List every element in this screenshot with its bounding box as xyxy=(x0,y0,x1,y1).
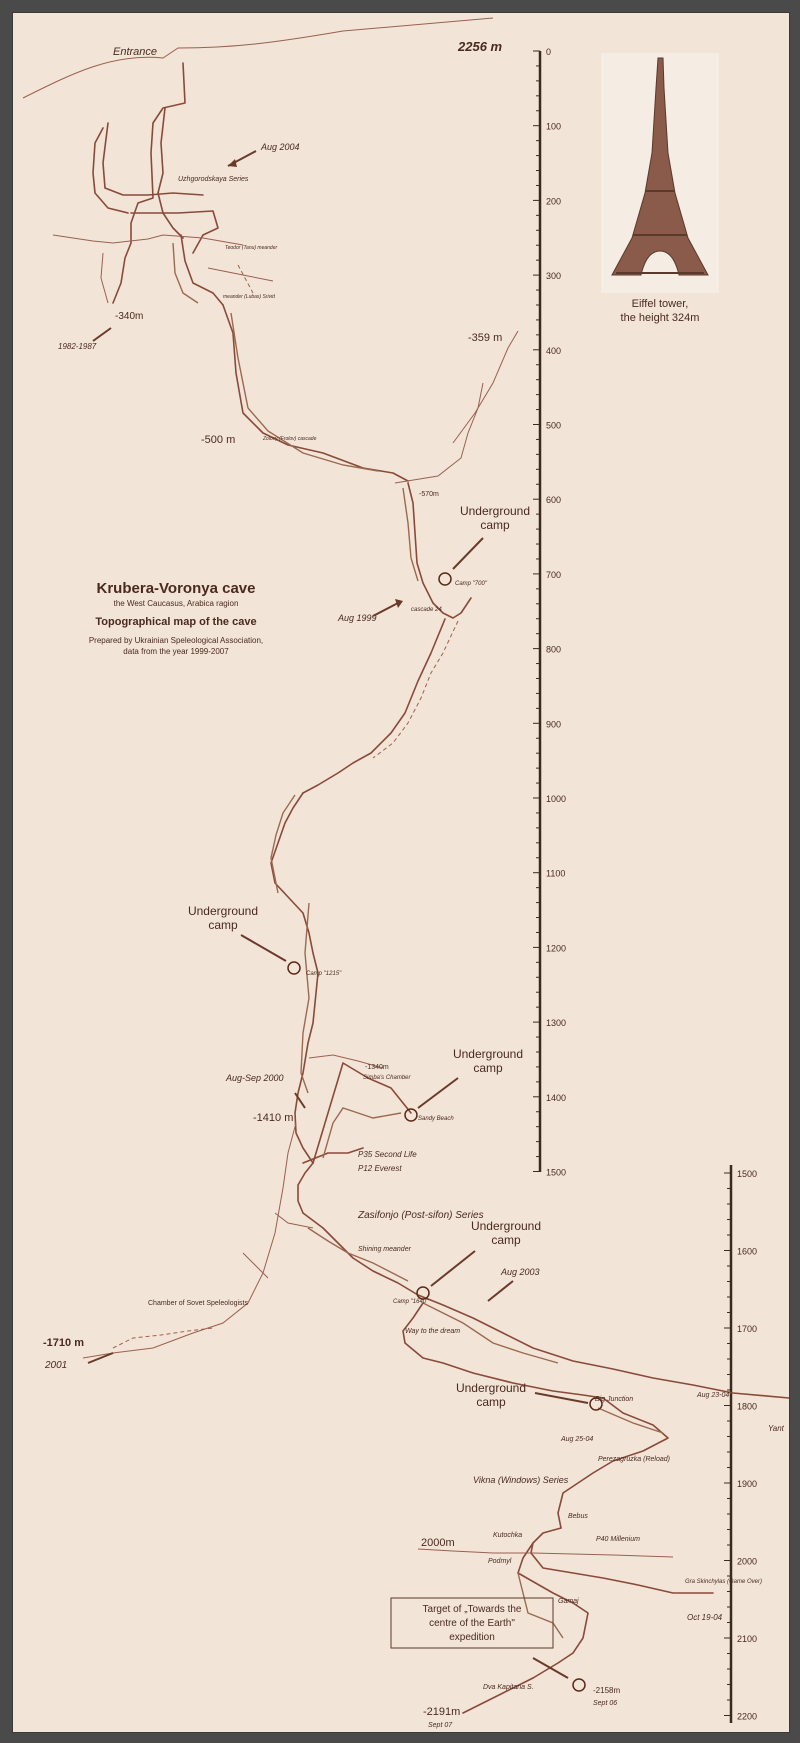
label-camp-700: Camp "700" xyxy=(455,581,487,587)
label-cascade-24: cascade 24 xyxy=(411,607,442,613)
label-aug-25-04: Aug 25-04 xyxy=(561,1436,594,1443)
scale-top-tick-label: 800 xyxy=(546,644,562,655)
scale-top-tick-label: 1400 xyxy=(546,1092,567,1103)
label-perezagruzka: Perezagruzka (Reload) xyxy=(598,1456,670,1463)
scale-top-label: 2256 m xyxy=(458,39,503,54)
scale-top-tick-label: 900 xyxy=(546,719,562,730)
label-entrance: Entrance xyxy=(113,46,158,58)
scale-top-tick-label: 1200 xyxy=(546,943,567,954)
scale-bottom-tick-label: 1500 xyxy=(737,1169,758,1179)
label-everest: P12 Everest xyxy=(358,1164,402,1173)
target-marker xyxy=(573,1679,585,1691)
depth-scale-bottom xyxy=(724,1165,757,1723)
label-yant: Yant xyxy=(768,1424,784,1433)
label-depth-1410: -1410 m xyxy=(253,1112,294,1124)
eiffel-caption-2: the height 324m xyxy=(620,312,700,324)
map-subtitle: Topographical map of the cave xyxy=(95,616,257,628)
scale-bottom-tick-label: 1700 xyxy=(737,1324,758,1334)
credit-line-2: data from the year 1999-2007 xyxy=(123,647,229,656)
scale-bottom-tick-label: 2000 xyxy=(737,1556,758,1567)
label-depth-1710: -1710 m xyxy=(43,1337,84,1349)
label-1982-1987: 1982-1987 xyxy=(58,342,97,351)
label-big-junction: Big Junction xyxy=(595,1396,634,1403)
scale-top-tick-label: 1300 xyxy=(546,1018,567,1029)
label-uzhgorodskaya: Uzhgorodskaya Series xyxy=(178,176,249,183)
label-chamber-sovet: Chamber of Sovet Speleologists xyxy=(148,1300,248,1307)
label-2001: 2001 xyxy=(45,1360,68,1371)
eiffel-tower-icon xyxy=(601,53,719,324)
label-zasifonje: Zasifonjo (Post-sifon) Series xyxy=(358,1210,484,1221)
label-way-to-dream: Way to the dream xyxy=(405,1328,461,1335)
label-aug-2003: Aug 2003 xyxy=(501,1267,540,1277)
camp-1-line2: camp xyxy=(480,518,510,532)
scale-top-tick-label: 1100 xyxy=(546,868,566,879)
camp-marker-4 xyxy=(417,1219,541,1299)
camp-4-line1: Underground xyxy=(470,1219,542,1233)
label-dva-kapitana: Dva Kapitana S. xyxy=(483,1684,534,1691)
camp-2-line1: Underground xyxy=(187,904,259,918)
title-block xyxy=(89,580,263,656)
camp-2-line2: camp xyxy=(208,918,238,932)
label-sept-06: Sept 06 xyxy=(593,1700,618,1707)
scale-bottom-tick-label: 2100 xyxy=(737,1634,758,1644)
scale-top-tick-label: 500 xyxy=(546,420,562,431)
scale-top-tick-label: 300 xyxy=(546,271,562,282)
scale-top-tick-label: 600 xyxy=(546,495,562,506)
cave-name: Krubera-Voronya cave xyxy=(96,580,256,597)
camp-5-line2: camp xyxy=(476,1395,506,1409)
camp-marker-3 xyxy=(405,1047,523,1121)
map-frame xyxy=(12,12,790,1733)
label-teodor-meander: Teodor (Tanu) meander xyxy=(225,245,278,251)
label-gamaj: Gamaj xyxy=(558,1598,579,1605)
label-sandy-beach: Sandy Beach xyxy=(418,1116,454,1122)
camp-marker-5 xyxy=(456,1381,602,1410)
label-depth-2191: -2191m xyxy=(423,1706,461,1718)
scale-bottom-tick-label: 1800 xyxy=(737,1401,758,1412)
entrance-series xyxy=(53,46,300,351)
camp-3-line2: camp xyxy=(473,1061,503,1075)
scale-bottom-tick-label: 2200 xyxy=(737,1711,758,1722)
label-camp-1640: Camp "1640" xyxy=(393,1299,429,1305)
label-depth-500: -500 m xyxy=(201,434,236,446)
label-depth-2000: 2000m xyxy=(421,1537,455,1549)
scale-bottom-tick-label: 1600 xyxy=(737,1246,758,1257)
label-meander-lubas: meander (Lubas) Srivid xyxy=(223,294,275,300)
target-box xyxy=(391,1598,568,1678)
label-bebus: Bebus xyxy=(568,1513,588,1520)
camp-4-line2: camp xyxy=(491,1233,521,1247)
label-aug-2004: Aug 2004 xyxy=(261,142,300,152)
label-oct-19-04: Oct 19-04 xyxy=(687,1613,723,1622)
label-game-over: Gra Skinchylas (Game Over) xyxy=(685,1579,763,1585)
label-aug-23-04: Aug 23-04 xyxy=(697,1392,730,1399)
scale-top-tick-label: 400 xyxy=(546,345,562,356)
label-kutochka: Kutochka xyxy=(493,1532,523,1539)
label-aug-1999: Aug 1999 xyxy=(338,613,377,623)
label-depth-2158: -2158m xyxy=(593,1686,621,1695)
label-zolovy-cascade: Zolovy (Frolov) cascade xyxy=(263,436,317,442)
label-second-life: P35 Second Life xyxy=(358,1150,417,1159)
label-sept-07: Sept 07 xyxy=(428,1722,453,1729)
target-line-1: Target of „Towards the xyxy=(422,1604,522,1615)
scale-top-tick-label: 0 xyxy=(546,47,552,57)
label-depth-340: -340m xyxy=(115,311,144,322)
scale-top-tick-label: 1500 xyxy=(546,1167,567,1178)
eiffel-caption-1: Eiffel tower, xyxy=(631,298,689,310)
target-line-3: expedition xyxy=(449,1632,495,1643)
label-millenium: P40 Millenium xyxy=(596,1536,640,1543)
label-aug-sep-2000: Aug-Sep 2000 xyxy=(226,1073,284,1083)
target-line-2: centre of the Earth" xyxy=(429,1618,515,1629)
deep-route xyxy=(303,1210,789,1729)
camp-3-line1: Underground xyxy=(452,1047,524,1061)
camp-1-line1: Underground xyxy=(459,504,531,518)
label-depth-1340: -1340m xyxy=(365,1064,389,1071)
camp-marker-2 xyxy=(188,904,300,974)
cave-map xyxy=(13,13,789,1732)
scale-top-tick-label: 100 xyxy=(546,121,562,132)
cave-region: the West Caucasus, Arabica ragion xyxy=(113,599,239,608)
label-camp-1215: Camp "1215" xyxy=(306,971,342,977)
scale-top-tick-label: 700 xyxy=(546,569,562,580)
upper-main-route xyxy=(201,305,518,603)
label-shining-meander: Shining meander xyxy=(358,1246,411,1253)
surface-line xyxy=(23,18,493,98)
label-depth-359: -359 m xyxy=(468,332,503,344)
scale-top-tick-label: 1000 xyxy=(546,794,567,804)
label-simba-chamber: Simba's Chamber xyxy=(363,1075,411,1081)
scale-bottom-tick-label: 1900 xyxy=(737,1479,758,1489)
label-depth-570: -570m xyxy=(419,491,439,498)
scale-top-tick-label: 200 xyxy=(546,196,562,207)
camp-marker-1 xyxy=(439,504,530,585)
depth-scale-top xyxy=(457,39,566,1178)
label-vikna: Vikna (Windows) Series xyxy=(473,1475,569,1485)
credit-line-1: Prepared by Ukrainian Speleological Association, xyxy=(88,636,264,645)
camp-5-line1: Underground xyxy=(455,1381,527,1395)
label-podmyl: Podmyl xyxy=(488,1558,512,1565)
